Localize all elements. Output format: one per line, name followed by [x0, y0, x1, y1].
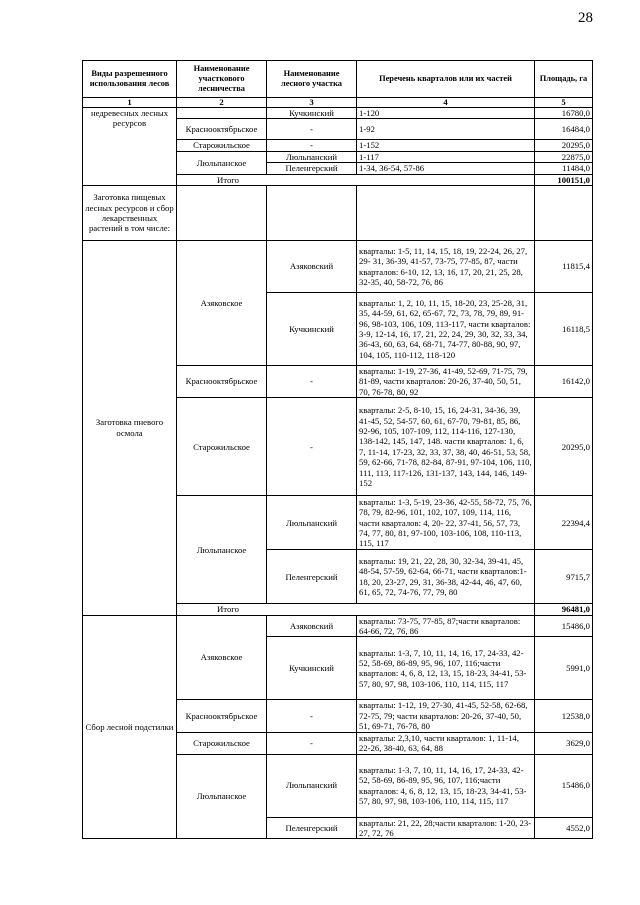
- header-plot: Наименование лесного участка: [267, 61, 357, 98]
- area-cell: 16484,0: [535, 119, 593, 140]
- quarters-cell: 1-152: [357, 140, 535, 151]
- area-cell: 11484,0: [535, 163, 593, 174]
- plot-cell: Кучкинский: [267, 108, 357, 119]
- plot-cell: Люльпанский: [267, 151, 357, 162]
- quarters-cell: 1-92: [357, 119, 535, 140]
- column-number-row: [83, 98, 593, 108]
- table-row: [83, 108, 593, 119]
- forestry-cell: Краснооктябрьское: [177, 366, 267, 398]
- forestry-cell: Люльпанское: [177, 151, 267, 174]
- plot-cell: Люльпанский: [267, 754, 357, 817]
- forestry-cell: Люльпанское: [177, 754, 267, 839]
- col-number: 2: [177, 98, 267, 108]
- quarters-cell: кварталы: 73-75, 77-85, 87;части кварталов: 64-66, 72, 76, 86: [357, 615, 535, 637]
- forestry-cell: Краснооктябрьское: [177, 700, 267, 732]
- plot-cell: Кучкинский: [267, 637, 357, 700]
- quarters-cell: 1-117: [357, 151, 535, 162]
- quarters-cell: [357, 186, 535, 241]
- quarters-cell: кварталы: 1-3, 7, 10, 11, 14, 16, 17, 24-33, 42-52, 58-69, 86-89, 95, 96, 107, 116;части кварталов: 4, 6, 8, 12, 13, 15, 18-23, 34-41, 53-57, 80, 97, 98, 103-106, 110, 114, 115, 117: [357, 754, 535, 817]
- header-forestry: Наименование участкового лесничества: [177, 61, 267, 98]
- quarters-cell: кварталы: 1-12, 19, 27-30, 41-45, 52-58, 62-68, 72-75, 79; части кварталов: 20-26, 37-40, 50, 51, 69-71, 76-78, 80: [357, 700, 535, 732]
- quarters-cell: кварталы: 1-3, 7, 10, 11, 14, 16, 17, 24-33, 42-52, 58-69, 86-89, 95, 96, 107, 116;части кварталов: 4, 6, 8, 12, 13, 15, 18-23, 34-41, 53-57, 80, 97, 98, 103-106, 110, 114, 115, 117: [357, 637, 535, 700]
- total-area: 100151,0: [535, 174, 593, 185]
- plot-cell: Азяковский: [267, 615, 357, 637]
- col-number: 1: [83, 98, 177, 108]
- area-cell: 3629,0: [535, 732, 593, 754]
- area-cell: 20295,0: [535, 398, 593, 496]
- area-cell: 22394,4: [535, 496, 593, 550]
- quarters-cell: кварталы: 1-5, 11, 14, 15, 18, 19, 22-24, 26, 27, 29- 31, 36-39, 41-57, 73-75, 77-85, 87, части кварталов: 6-10, 12, 13, 16, 17, 20, 21, 25, 28, 32-35, 40, 58-72, 76, 86: [357, 241, 535, 293]
- use-kind-cell: недревесных лесных ресурсов: [83, 108, 177, 186]
- table-header-row: [83, 61, 593, 98]
- area-cell: 11815,4: [535, 241, 593, 293]
- header-use-kind: Виды разрешенного использования лесов: [83, 61, 177, 98]
- area-cell: 5991,0: [535, 637, 593, 700]
- total-area: 96481,0: [535, 604, 593, 615]
- quarters-cell: 1-120: [357, 108, 535, 119]
- area-cell: 16142,0: [535, 366, 593, 398]
- plot-cell: -: [267, 140, 357, 151]
- plot-cell: -: [267, 398, 357, 496]
- col-number: 3: [267, 98, 357, 108]
- header-area: Площадь, га: [535, 61, 593, 98]
- quarters-cell: 1-34, 36-54, 57-86: [357, 163, 535, 174]
- total-label: Итого: [177, 604, 535, 615]
- area-cell: [535, 186, 593, 241]
- plot-cell: -: [267, 366, 357, 398]
- forestry-cell: Старожильское: [177, 398, 267, 496]
- table-row: [83, 615, 593, 637]
- quarters-cell: кварталы: 21, 22, 28;части кварталов: 1-20, 23-27, 72, 76: [357, 817, 535, 839]
- area-cell: 16780,0: [535, 108, 593, 119]
- total-label: Итого: [177, 174, 535, 185]
- area-cell: 16118,5: [535, 293, 593, 366]
- quarters-cell: кварталы: 19, 21, 22, 28, 30, 32-34, 39-41, 45, 48-54, 57-59, 62-64, 66-71, части кварталов:1-18, 20, 23-27, 29, 31, 36-38, 42-44, 46, 47, 60, 61, 65, 72, 74-76, 77, 79, 80: [357, 550, 535, 604]
- page-number: 28: [578, 10, 593, 26]
- plot-cell: Кучкинский: [267, 293, 357, 366]
- forestry-cell: Азяковское: [177, 241, 267, 366]
- plot-cell: -: [267, 700, 357, 732]
- forestry-cell: Люльпанское: [177, 496, 267, 604]
- col-number: 5: [535, 98, 593, 108]
- table-row: [83, 241, 593, 293]
- plot-cell: [267, 186, 357, 241]
- forestry-cell: Старожильское: [177, 732, 267, 754]
- plot-cell: Люльпанский: [267, 496, 357, 550]
- forestry-cell: Краснооктябрьское: [177, 119, 267, 140]
- plot-cell: Азяковский: [267, 241, 357, 293]
- plot-cell: -: [267, 732, 357, 754]
- forest-use-table: [82, 60, 593, 839]
- quarters-cell: кварталы: 1-19, 27-36, 41-49, 52-69, 71-75, 79, 81-89, части кварталов: 20-26, 37-40, 50, 51, 70, 76-78, 80, 92: [357, 366, 535, 398]
- area-cell: 15486,0: [535, 615, 593, 637]
- area-cell: 15486,0: [535, 754, 593, 817]
- use-kind-cell: Сбор лесной подстилки: [83, 615, 177, 839]
- forestry-cell: [177, 186, 267, 241]
- area-cell: 22875,0: [535, 151, 593, 162]
- quarters-cell: кварталы: 1-3, 5-19, 23-36, 42-55, 58-72, 75, 76, 78, 79, 82-96, 101, 102, 107, 109, 114, 116, части кварталов: 4, 20- 22, 37-41, 56, 57, 73, 74, 77, 80, 81, 97-100, 103-106, 108, 110-113, 115, 117: [357, 496, 535, 550]
- col-number: 4: [357, 98, 535, 108]
- use-kind-cell: Заготовка пищевых лесных ресурсов и сбор лекарственных растений в том числе:: [83, 186, 177, 241]
- forestry-cell: Азяковское: [177, 615, 267, 700]
- header-quarters: Перечень кварталов или их частей: [357, 61, 535, 98]
- area-cell: 20295,0: [535, 140, 593, 151]
- plot-cell: Пеленгерский: [267, 163, 357, 174]
- forestry-cell: [177, 108, 267, 119]
- area-cell: 9715,7: [535, 550, 593, 604]
- quarters-cell: кварталы: 2-5, 8-10, 15, 16, 24-31, 34-36, 39, 41-45, 52, 54-57, 60, 61, 67-70, 79-81, 85, 86, 92-96, 105, 107-109, 112, 114-116, 127-130, 138-142, 145, 147, 148. части кварталов: 1, 6, 7, 11-14, 17-23, 32, 33, 37, 38, 40, 46-51, 53, 58, 59, 62-66, 71-78, 82-84, 87-91, 97-104, 106, 110, 111, 113, 117-126, 131-137, 143, 144, 146, 149-152: [357, 398, 535, 496]
- forestry-cell: Старожильское: [177, 140, 267, 151]
- area-cell: 12538,0: [535, 700, 593, 732]
- quarters-cell: кварталы: 1, 2, 10, 11, 15, 18-20, 23, 25-28, 31, 35, 44-59, 61, 62, 65-67, 72, 73, 78, 79, 89, 91-96, 98-103, 106, 109, 113-117, части кварталов: 3-9, 12-14, 16, 17, 21, 22, 24, 29, 30, 32, 33, 34, 36-43, 60, 63, 64, 68-71, 74-77, 80-88, 90, 97, 104, 105, 110-112, 118-120: [357, 293, 535, 366]
- plot-cell: Пеленгерский: [267, 817, 357, 839]
- plot-cell: Пеленгерский: [267, 550, 357, 604]
- plot-cell: -: [267, 119, 357, 140]
- table-row: [83, 186, 593, 241]
- area-cell: 4552,0: [535, 817, 593, 839]
- quarters-cell: кварталы: 2,3,10, части кварталов: 1, 11-14, 22-26, 38-40, 63, 64, 88: [357, 732, 535, 754]
- use-kind-cell: Заготовка пневого осмола: [83, 241, 177, 616]
